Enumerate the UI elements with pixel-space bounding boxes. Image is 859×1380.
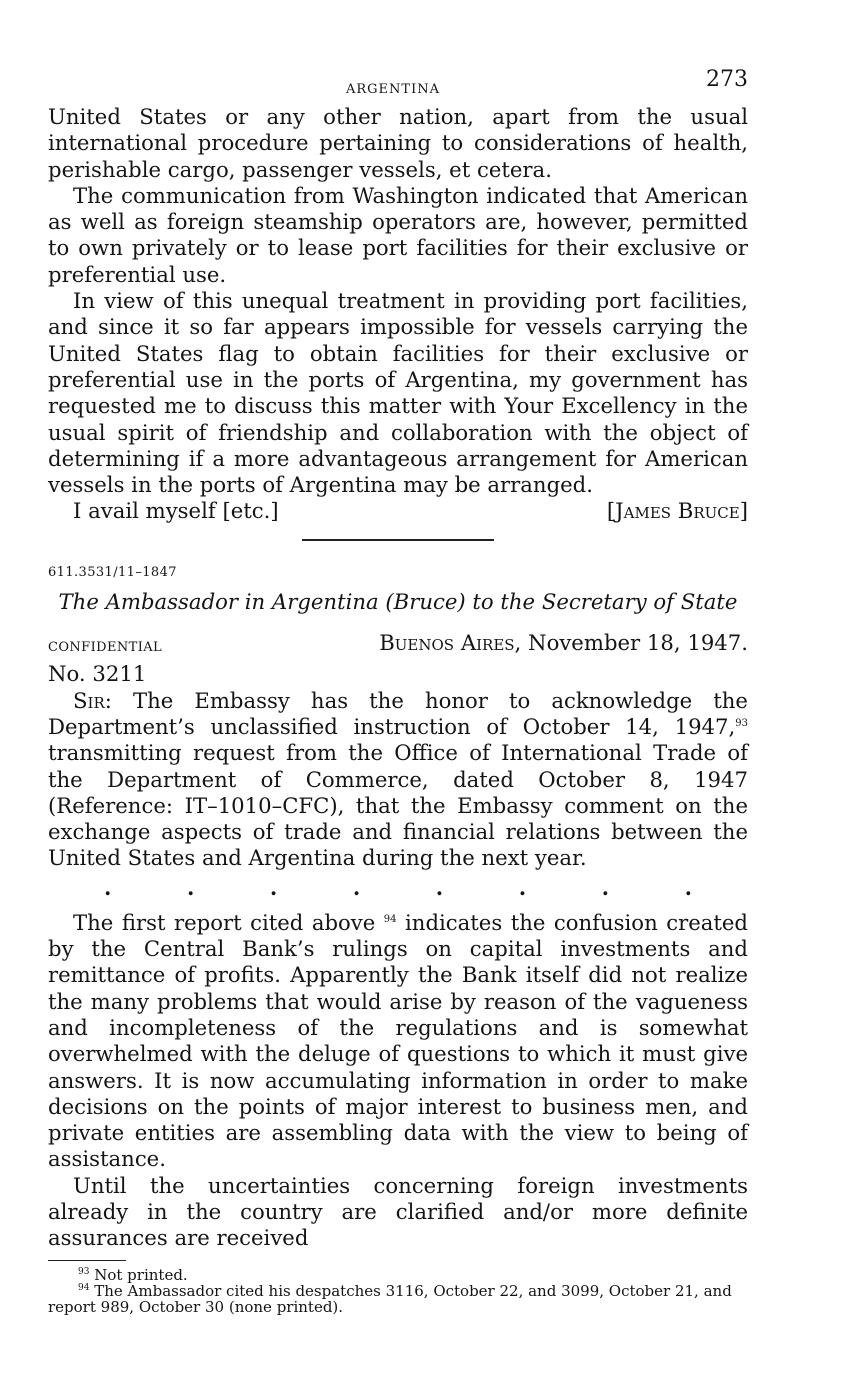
body-text: The first report cited above xyxy=(73,909,384,935)
paragraph-continued: United States or any other nation, apart from the usual international procedure pertaining to considerations of health, perishable cargo, passenger vessels, et cetera. xyxy=(48,104,748,182)
dateline-date: November 18, 1947. xyxy=(528,630,748,656)
paragraph: The communication from Washington indicated that American as well as foreign steamship operators are, however, permitted to own privately or to lease port facilities for their exclusive or preferential use. xyxy=(48,182,748,287)
dateline-row xyxy=(48,630,748,661)
footnote-mark: 93 xyxy=(78,1267,90,1278)
footnotes xyxy=(48,1267,748,1315)
letter-body-paragraph xyxy=(48,688,748,872)
salutation: Sir: xyxy=(73,687,112,713)
closing-text: I avail myself [etc.] xyxy=(73,498,279,524)
footnote xyxy=(48,1283,748,1315)
page-header xyxy=(48,64,748,104)
dateline xyxy=(379,630,748,661)
document-page xyxy=(48,64,748,1315)
body-text: indicates the confusion created by the Central Bank’s rulings on capital investments and remittance of profits. Apparently the Bank itself did not realize the many problems that would arise by reason of the vagueness and incompleteness of the regulations and is somewhat overwhelmed with the deluge of questions to which it must give answers. It is now accumulating information in order to make decisions on the points of major interest to business men, and private entities are assembling data with the view to being of assistance. xyxy=(48,909,748,1172)
ellipsis-dot: . xyxy=(269,874,278,900)
letter-body-paragraph: Until the uncertainties concerning foreign investments already in the country are clarified and/or more definite assurances are received xyxy=(48,1172,748,1251)
ellipsis-dot: . xyxy=(186,874,195,900)
file-number: 611.3531/11–1847 xyxy=(48,564,177,580)
ellipsis-dot: . xyxy=(518,874,527,900)
footnote-mark: 94 xyxy=(78,1283,90,1294)
paragraph: In view of this unequal treatment in providing port facilities, and since it so far appears impossible for vessels carrying the United States flag to obtain facilities for their exclusive or preferential use in the ports of Argentina, my government has requested me to discuss this matter with Your Excellency in the usual spirit of friendship and collaboration with the object of determining if a more advantageous arrangement for American vessels in the ports of Argentina may be arranged. xyxy=(48,288,748,498)
dateline-place: Buenos Aires, xyxy=(379,630,522,656)
letter-closing xyxy=(48,498,748,524)
omission-ellipsis xyxy=(48,872,748,910)
signature: [James Bruce] xyxy=(606,498,748,524)
footnote xyxy=(48,1267,748,1283)
classification-label: CONFIDENTIAL xyxy=(48,640,163,656)
footnote-text: Not printed. xyxy=(94,1266,188,1285)
ellipsis-dot: . xyxy=(601,874,610,900)
body-text: The Embassy has the honor to acknowledge the Department’s unclassified instruction of October 14, 1947, xyxy=(48,687,748,739)
letter-body-paragraph xyxy=(48,910,748,1173)
body-text: transmitting request from the Office of International Trade of the Department of Commerce, dated October 8, 1947 (Reference: IT–1010–CFC), that the Embassy comment on the exchange aspects of trade and financial relations between the United States and Argentina during the next year. xyxy=(48,740,748,871)
footnote-reference: 94 xyxy=(383,913,397,925)
ellipsis-dot: . xyxy=(435,874,444,900)
document-title: The Ambassador in Argentina (Bruce) to the Secretary of State xyxy=(58,588,738,614)
ellipsis-dot: . xyxy=(684,874,692,900)
ellipsis-dot: . xyxy=(352,874,361,900)
footnote-rule xyxy=(48,1260,126,1262)
despatch-number: No. 3211 xyxy=(48,661,147,687)
section-divider xyxy=(302,539,494,541)
running-head: ARGENTINA xyxy=(346,82,440,97)
footnote-text: The Ambassador cited his despatches 3116, October 22, and 3099, October 21, and report 989, October 30 (none printed). xyxy=(48,1282,732,1317)
page-number: 273 xyxy=(706,67,748,92)
footnote-reference: 93 xyxy=(735,717,748,729)
ellipsis-dot: . xyxy=(104,874,112,900)
